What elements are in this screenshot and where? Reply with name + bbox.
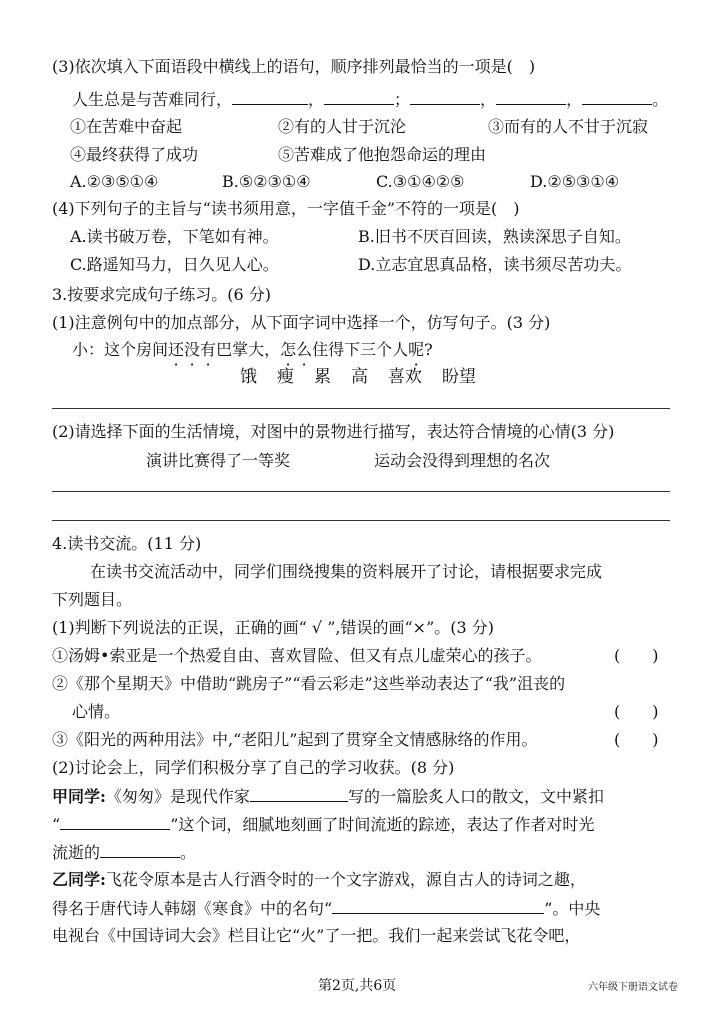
word-choice[interactable]: 盼望 xyxy=(442,367,476,387)
student-jia-label: 甲同学: xyxy=(52,787,106,806)
q4-option-c[interactable]: C.路遥知马力，日久见人心。 xyxy=(70,255,279,274)
dotted-char: 怎 xyxy=(280,340,297,359)
s4-intro-line-1: 在读书交流活动中，同学们围绕搜集的资料展开了讨论，请根据要求完成 xyxy=(90,562,603,581)
answer-line[interactable] xyxy=(52,408,670,409)
q3-option-a[interactable]: A.②③⑤①④ xyxy=(70,172,159,191)
judge-item-2: ②《那个星期天》中借助“跳房子”“看云彩走”这些举动表达了“我”沮丧的 xyxy=(52,674,566,693)
s3-prompt-1: (1)注意例句中的加点部分，从下面字词中选择一个，仿写句子。(3 分) xyxy=(52,313,551,332)
poem-line-blank[interactable] xyxy=(332,897,544,914)
q4-option-d[interactable]: D.立志宜思真品格，读书须尽苦功夫。 xyxy=(358,255,632,274)
feeling-blank[interactable] xyxy=(100,841,180,858)
q3-blank-5[interactable] xyxy=(582,88,652,105)
s3-word-choices xyxy=(240,366,496,388)
s4-intro-line-2: 下列题目。 xyxy=(52,590,133,609)
q3-stem: (3)依次填入下面语段中横线上的语句，顺序排列最恰当的一项是( ) xyxy=(52,57,536,76)
student-jia-line-2: “ ”这个词，细腻地刻画了时间流逝的踪迹，表达了作者对时光 xyxy=(52,815,595,834)
paper-title: 六年级下册语文试卷 xyxy=(588,982,678,993)
student-jia-line-3: 流逝的 。 xyxy=(52,843,197,862)
dotted-char: 有 xyxy=(200,340,217,359)
q3-phrase-3: ③而有的人不甘于沉寂 xyxy=(488,117,649,136)
student-yi-line-3: 电视台《中国诗词大会》栏目让它“火”了一把。我们一起来尝试飞花令吧， xyxy=(52,926,581,945)
student-yi-line-1: 乙同学:飞花令原本是古人行酒令时的一个文字游戏，源自古人的诗词之趣， xyxy=(52,870,586,889)
q4-option-b[interactable]: B.旧书不厌百回读，熟读深思子自知。 xyxy=(358,227,631,246)
dotted-char: 呢 xyxy=(408,340,425,359)
student-yi-line-2: 得名于唐代诗人韩翃《寒食》中的名句“ ”。中央 xyxy=(52,899,601,918)
answer-line[interactable] xyxy=(52,491,670,492)
q3-blank-1[interactable] xyxy=(232,88,308,105)
judge-item-1: ①汤姆•索亚是一个热爱自由、喜欢冒险、但又有点儿虚荣心的孩子。 xyxy=(52,646,542,665)
judge-item-3: ③《阳光的两种用法》中,“老阳儿”起到了贯穿全文情感脉络的作用。 xyxy=(52,730,538,749)
q3-blank-4[interactable] xyxy=(496,88,566,105)
judge-answer-2[interactable]: ( ) xyxy=(614,702,659,721)
q3-phrase-4: ④最终获得了成功 xyxy=(70,145,199,164)
q3-option-d[interactable]: D.②⑤③①④ xyxy=(530,172,620,191)
q3-phrase-5: ⑤苦难成了他抱怨命运的理由 xyxy=(278,145,487,164)
q4-stem: (4)下列句子的主旨与“读书须用意，一字值千金”不符的一项是( ) xyxy=(52,199,520,218)
dotted-char: 还 xyxy=(168,340,185,359)
page-number: 第2页,共6页 xyxy=(318,978,397,994)
dotted-char: 没 xyxy=(184,340,201,359)
scene-option-1[interactable]: 演讲比赛得了一等奖 xyxy=(146,451,291,470)
section-4-title: 4.读书交流。(11 分) xyxy=(52,534,202,553)
judge-answer-3[interactable]: ( ) xyxy=(614,730,659,749)
word-choice[interactable]: 饿 xyxy=(240,367,257,387)
scene-option-2[interactable]: 运动会没得到理想的名次 xyxy=(374,451,551,470)
student-yi-label: 乙同学: xyxy=(52,870,106,889)
word-choice[interactable]: 高 xyxy=(351,367,368,387)
keyword-blank[interactable] xyxy=(60,813,170,830)
s3-prompt-2: (2)请选择下面的生活情境，对图中的景物进行描写，表达符合情境的心情(3 分) xyxy=(52,422,615,441)
q3-phrase-2: ②有的人甘于沉沦 xyxy=(278,117,407,136)
q3-lead: 人生总是与苦难同行， xyxy=(72,90,233,109)
s3-example-sentence: 小：这个房间还没有巴掌大，怎么住得下三个人呢? xyxy=(72,340,433,359)
dotted-char: 么 xyxy=(296,340,313,359)
word-choice[interactable]: 累 xyxy=(314,367,331,387)
section-3-title: 3.按要求完成句子练习。(6 分) xyxy=(52,285,272,304)
q3-phrase-1: ①在苦难中奋起 xyxy=(70,117,183,136)
q3-blank-2[interactable] xyxy=(324,88,394,105)
q3-option-c[interactable]: C.③①④②⑤ xyxy=(376,172,465,191)
word-choice[interactable]: 瘦 xyxy=(277,367,294,387)
q3-passage: 人生总是与苦难同行， ， ； ， ， 。 xyxy=(72,90,669,109)
q3-option-b[interactable]: B.⑤②③①④ xyxy=(222,172,311,191)
author-blank[interactable] xyxy=(250,785,348,802)
s4-prompt-1: (1)判断下列说法的正误，正确的画“ √ ”,错误的画“×”。(3 分) xyxy=(52,618,494,637)
judge-item-2-cont: 心情。 xyxy=(72,702,121,721)
q4-option-a[interactable]: A.读书破万卷，下笔如有神。 xyxy=(70,227,279,246)
word-choice[interactable]: 喜欢 xyxy=(388,367,422,387)
s4-prompt-2: (2)讨论会上，同学们积极分享了自己的学习收获。(8 分) xyxy=(52,758,455,777)
answer-line[interactable] xyxy=(52,520,670,521)
q3-blank-3[interactable] xyxy=(410,88,480,105)
judge-answer-1[interactable]: ( ) xyxy=(614,646,659,665)
student-jia-line-1: 甲同学:《匆匆》是现代作家 写的一篇脍炙人口的散文，文中紧扣 xyxy=(52,787,604,806)
